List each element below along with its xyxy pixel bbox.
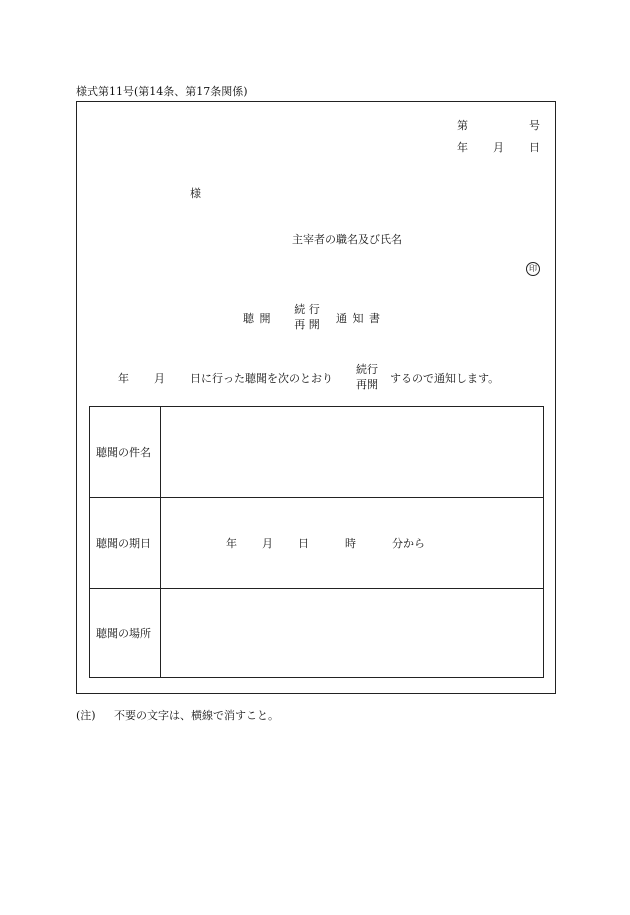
body-text1: 日に行った聴聞を次のとおり [190, 372, 333, 385]
date-hi: 日 [298, 537, 309, 550]
row-label-subject: 聴聞の件名 [96, 446, 151, 459]
title-option-top: 続 行 [294, 303, 320, 316]
body-option-top: 続行 [356, 363, 378, 376]
addressee-suffix: 様 [190, 187, 201, 200]
organizer-label: 主宰者の職名及び氏名 [292, 233, 402, 246]
row-label-date: 聴聞の期日 [96, 537, 151, 550]
table-column-divider [160, 407, 161, 677]
header-dai: 第 [457, 119, 468, 132]
header-go: 号 [529, 119, 540, 132]
date-ji: 時 [345, 537, 356, 550]
body-option [354, 364, 380, 390]
date-nen: 年 [226, 537, 237, 550]
table-row-divider [90, 497, 543, 498]
date-fun: 分から [392, 537, 425, 550]
body-text2: するので通知します。 [390, 372, 500, 385]
body-option-bottom: 再開 [356, 378, 378, 391]
date-tsuki: 月 [262, 537, 273, 550]
title-option [287, 304, 327, 330]
title-option-bottom: 再 開 [294, 318, 320, 331]
header-hi: 日 [529, 141, 540, 154]
body-tsuki: 月 [154, 372, 165, 385]
title-part1: 聴 開 [243, 312, 272, 325]
title-part2: 通 知 書 [336, 312, 381, 325]
header-nen: 年 [457, 141, 468, 154]
form-label: 様式第11号(第14条、第17条関係) [76, 85, 248, 98]
details-table [89, 406, 544, 678]
body-nen: 年 [118, 372, 129, 385]
seal-mark: 印 [526, 262, 540, 276]
table-row-divider [90, 588, 543, 589]
note-marker: (注) [76, 709, 96, 722]
header-tsuki: 月 [493, 141, 504, 154]
row-label-place: 聴聞の場所 [96, 627, 151, 640]
note-text: 不要の文字は、横線で消すこと。 [114, 709, 279, 722]
